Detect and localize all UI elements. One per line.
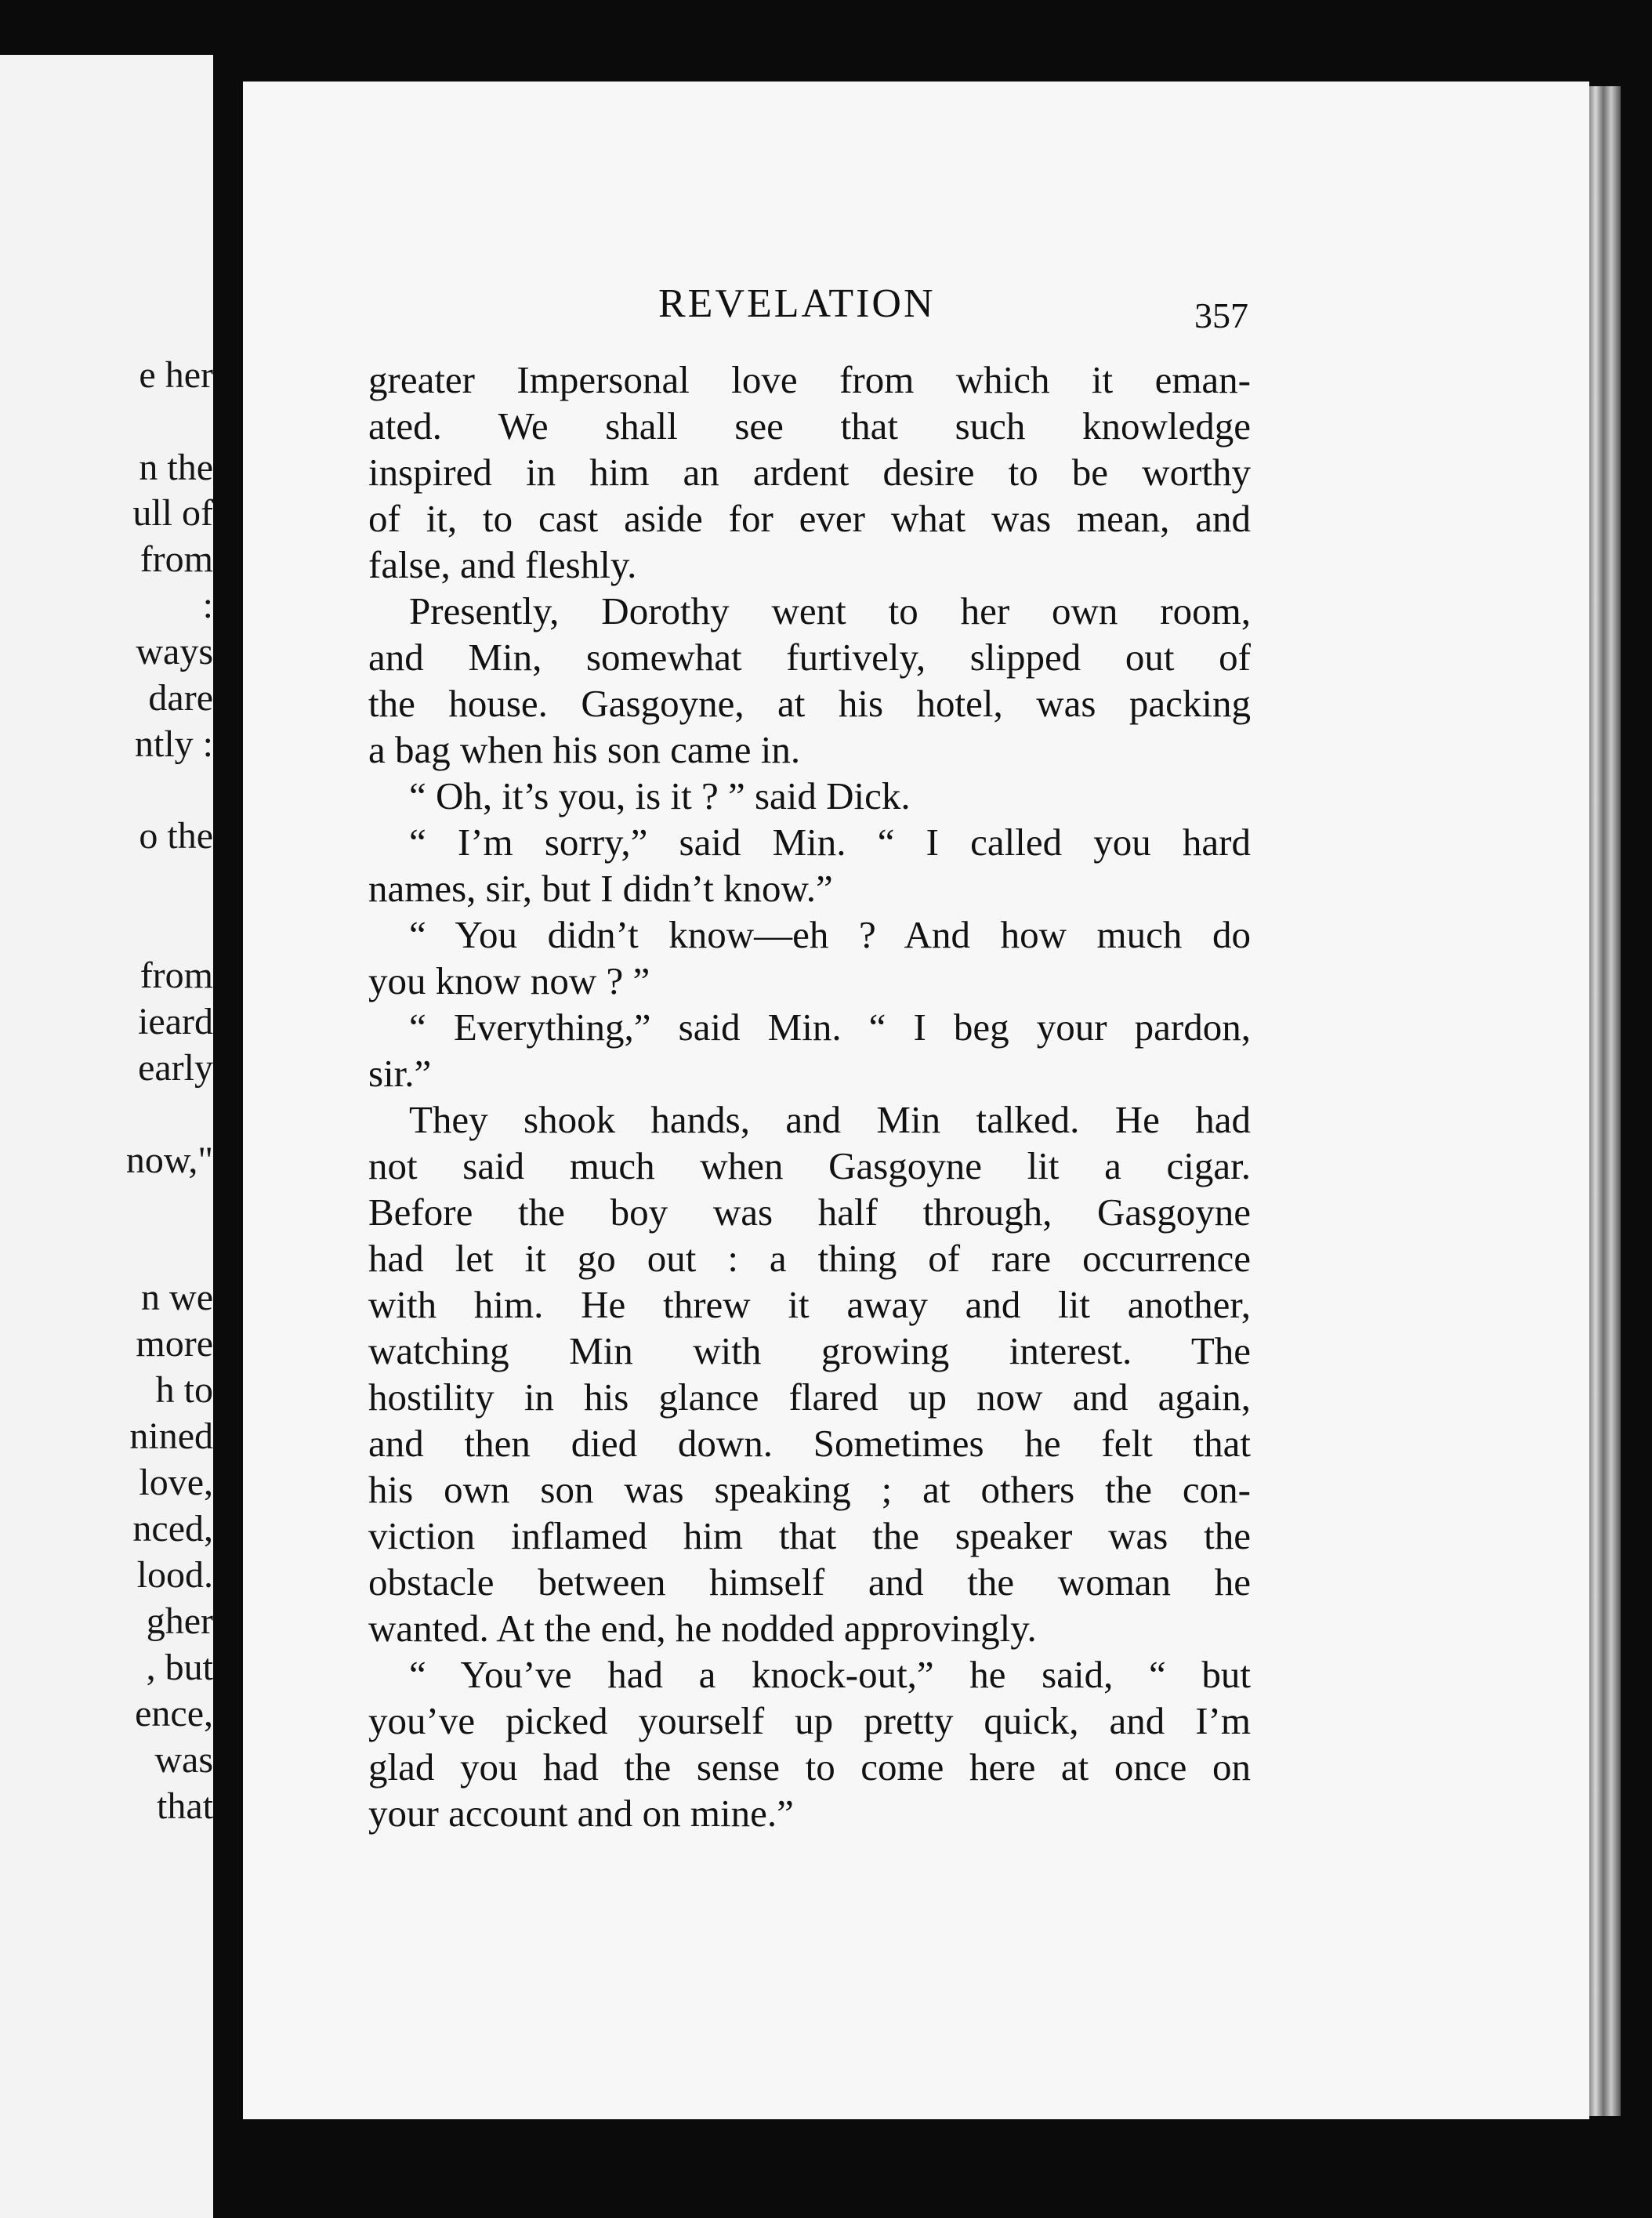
previous-page-line-fragment: e her xyxy=(139,354,213,396)
previous-page-line-fragment: early xyxy=(138,1047,213,1089)
previous-page-line-fragment: n we xyxy=(141,1277,213,1318)
text-line: names, sir, but I didn’t know.” xyxy=(368,867,833,910)
text-line: false, and fleshly. xyxy=(368,543,637,586)
text-line: viction inflamed him that the speaker was the xyxy=(368,1514,1251,1557)
previous-page-line-fragment: h to xyxy=(155,1369,213,1411)
text-line: glad you had the sense to come here at once on xyxy=(368,1745,1251,1789)
previous-page-line-fragment: more xyxy=(136,1323,213,1365)
previous-page-line-fragment: lood. xyxy=(136,1554,213,1596)
text-line: “ You didn’t know—eh ? And how much do xyxy=(409,913,1251,956)
text-line: wanted. At the end, he nodded approvingly. xyxy=(368,1607,1037,1650)
text-line: the house. Gasgoyne, at his hotel, was packing xyxy=(368,682,1251,725)
text-line: not said much when Gasgoyne lit a cigar. xyxy=(368,1144,1251,1187)
text-line: Before the boy was half through, Gasgoyne xyxy=(368,1191,1251,1234)
previous-page-line-fragment: nined xyxy=(129,1415,213,1457)
text-line: and then died down. Sometimes he felt that xyxy=(368,1422,1251,1465)
previous-page-line-fragment: gher xyxy=(146,1600,213,1642)
text-line: had let it go out : a thing of rare occurrence xyxy=(368,1237,1251,1280)
text-line: “ Oh, it’s you, is it ? ” said Dick. xyxy=(409,774,911,817)
page-gutter xyxy=(213,0,243,2210)
previous-page-line-fragment: , but xyxy=(146,1647,213,1688)
running-title: REVELATION xyxy=(658,281,936,326)
text-line: greater Impersonal love from which it eman- xyxy=(368,358,1251,401)
previous-page-line-fragment: n the xyxy=(139,447,213,488)
previous-page-line-fragment: from xyxy=(139,538,213,580)
text-line: “ You’ve had a knock-out,” he said, “ but xyxy=(409,1653,1251,1696)
previous-page-line-fragment: ull of xyxy=(132,492,213,534)
text-line: with him. He threw it away and lit another, xyxy=(368,1283,1251,1326)
previous-page-line-fragment: ways xyxy=(136,631,213,672)
previous-page-line-fragment: now," xyxy=(125,1140,213,1181)
previous-page-line-fragment: o the xyxy=(139,815,213,857)
previous-page-line-fragment: that xyxy=(157,1785,213,1827)
text-line: and Min, somewhat furtively, slipped out of xyxy=(368,636,1251,679)
text-line: They shook hands, and Min talked. He had xyxy=(409,1098,1251,1141)
previous-page-line-fragment: love, xyxy=(139,1462,213,1503)
body-text xyxy=(368,357,1251,1836)
text-line: “ I’m sorry,” said Min. “ I called you hard xyxy=(409,821,1251,864)
page-number: 357 xyxy=(1194,295,1248,335)
text-line: ated. We shall see that such knowledge xyxy=(368,404,1251,448)
text-line: a bag when his son came in. xyxy=(368,728,801,771)
text-line: you’ve picked yourself up pretty quick, and I’m xyxy=(368,1699,1251,1742)
text-line: obstacle between himself and the woman he xyxy=(368,1560,1251,1604)
text-line: Presently, Dorothy went to her own room, xyxy=(409,589,1251,632)
text-line: hostility in his glance flared up now and again, xyxy=(368,1375,1251,1419)
previous-page-line-fragment: dare xyxy=(148,677,213,719)
text-line: inspired in him an ardent desire to be worthy xyxy=(368,451,1251,494)
text-line: your account and on mine.” xyxy=(368,1792,794,1835)
text-line: his own son was speaking ; at others the con- xyxy=(368,1468,1251,1511)
text-line: watching Min with growing interest. The xyxy=(368,1329,1251,1372)
previous-page-line-fragment: was xyxy=(154,1739,213,1781)
previous-page-line-fragment: ence, xyxy=(135,1693,213,1734)
previous-page xyxy=(0,55,213,2218)
text-line: you know now ? ” xyxy=(368,959,650,1002)
text-line: “ Everything,” said Min. “ I beg your pardon, xyxy=(409,1006,1251,1049)
previous-page-line-fragment: from xyxy=(139,955,213,996)
page-stack-edge xyxy=(1589,86,1621,2116)
text-line: sir.” xyxy=(368,1052,432,1095)
previous-page-line-fragment: ieard xyxy=(138,1001,213,1042)
previous-page-line-fragment: nced, xyxy=(132,1508,213,1549)
text-line: of it, to cast aside for ever what was mean, and xyxy=(368,497,1251,540)
previous-page-line-fragment: ntly : xyxy=(134,723,213,765)
previous-page-line-fragment: : xyxy=(202,585,213,626)
